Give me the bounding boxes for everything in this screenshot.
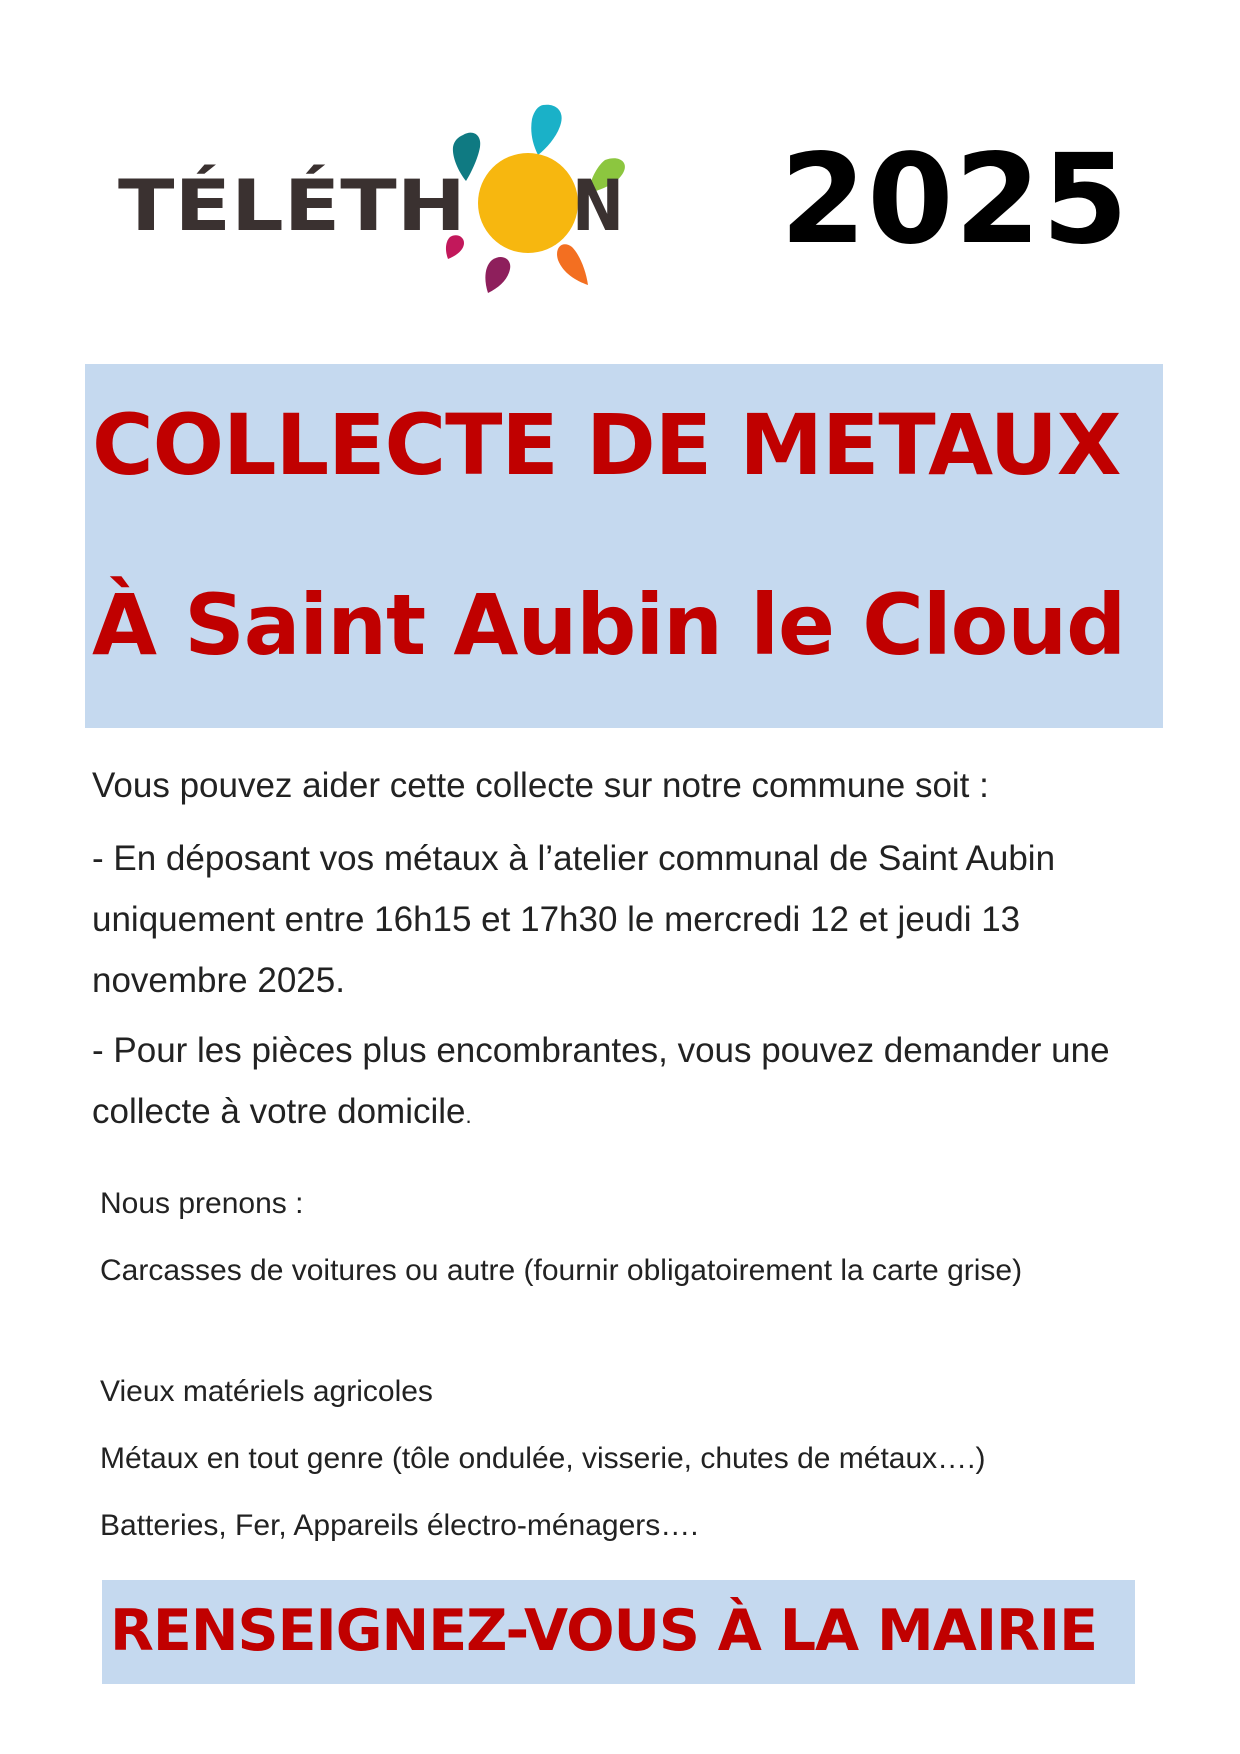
- sun-ray-purple: [485, 257, 510, 293]
- option-home-pickup-period: .: [465, 1103, 472, 1128]
- sun-icon: [478, 153, 578, 253]
- logo-text-right: N: [572, 165, 624, 247]
- footer-call-to-action: RENSEIGNEZ-VOUS À LA MAIRIE: [110, 1598, 1098, 1664]
- option-drop-off: - En déposant vos métaux à l’atelier communal de Saint Aubin uniquement entre 16h15 et 17h30 le mercredi 12 et jeudi 13 novembre 2025.: [92, 839, 1056, 1000]
- list-item: Batteries, Fer, Appareils électro-ménagers….: [100, 1509, 699, 1542]
- option-home-pickup-text: - Pour les pièces plus encombrantes, vous pouvez demander une collecte à votre domicile: [92, 1031, 1110, 1131]
- intro-paragraph: Vous pouvez aider cette collecte sur notre commune soit :: [92, 766, 989, 805]
- logo-text-left: TÉLÉTH: [118, 165, 466, 247]
- sun-ray-teal: [531, 105, 561, 155]
- accepted-heading: Nous prenons :: [100, 1187, 304, 1220]
- title-line-location: À Saint Aubin le Cloud: [92, 576, 1126, 674]
- list-item: Métaux en tout genre (tôle ondulée, visserie, chutes de métaux….): [100, 1442, 986, 1475]
- telethon-logo: [118, 95, 638, 300]
- list-item: Vieux matériels agricoles: [100, 1375, 433, 1408]
- event-year: 2025: [780, 128, 1130, 272]
- title-line-collecte: COLLECTE DE METAUX: [92, 396, 1121, 494]
- list-item: Carcasses de voitures ou autre (fournir obligatoirement la carte grise): [100, 1254, 1023, 1287]
- sun-ray-orange: [557, 244, 588, 285]
- option-home-pickup: [92, 1020, 1162, 1146]
